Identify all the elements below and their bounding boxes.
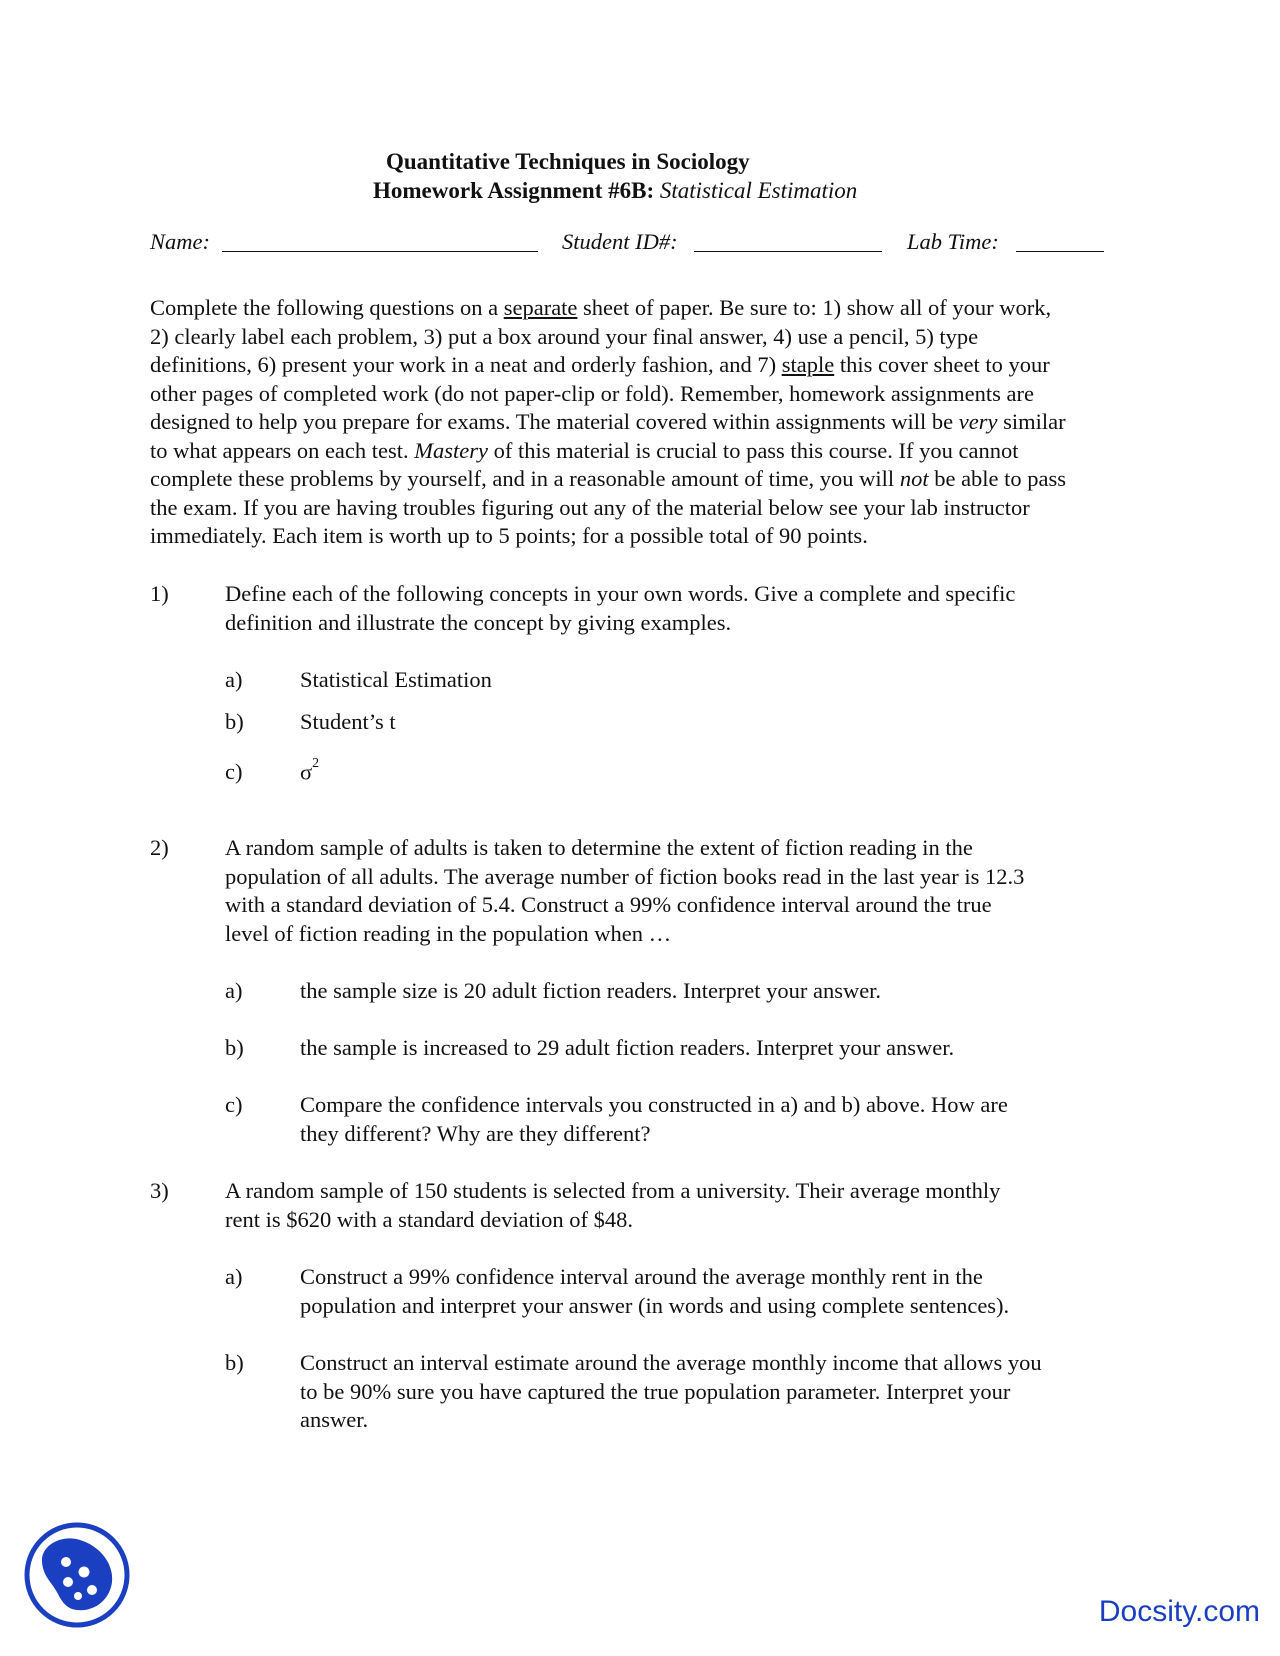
italic-word: very: [958, 409, 998, 434]
item-line: they different? Why are they different?: [300, 1120, 651, 1146]
text-run: sheet of paper. Be sure to: 1) show all of your work,: [577, 295, 1052, 320]
item-text: [300, 708, 1150, 737]
instructions-line: [150, 351, 1176, 380]
item-line: Compare the confidence intervals you constructed in a) and b) above. How are: [300, 1092, 1008, 1117]
question-line: population of all adults. The average number of fiction books read in the last year is 12.3: [225, 863, 1025, 889]
exponent: 2: [312, 756, 320, 771]
brand-link[interactable]: Docsity.com: [1098, 1595, 1260, 1628]
lab-time-field[interactable]: [1016, 251, 1104, 252]
question-line: definition and illustrate the concept by giving examples.: [225, 609, 732, 635]
item-letter: b): [225, 1350, 244, 1375]
instructions-line: immediately. Each item is worth up to 5 points; for a possible total of 90 points.: [150, 523, 868, 548]
text-run: this cover sheet to your: [834, 352, 1050, 377]
item-line: Construct an interval estimate around the average monthly income that allows you: [300, 1350, 1042, 1375]
item-line: the sample is increased to 29 adult fiction readers. Interpret your answer.: [300, 1035, 955, 1060]
text-run: Complete the following questions on a: [150, 295, 504, 320]
assignment-topic: Statistical Estimation: [659, 178, 858, 203]
instructions-line: [150, 294, 1176, 323]
student-id-label: Student ID#:: [562, 229, 678, 254]
text-run: to what appears on each test.: [150, 437, 415, 463]
question-line: A random sample of adults is taken to determine the extent of fiction reading in the: [225, 835, 973, 860]
item-line: Construct a 99% confidence interval around the average monthly rent in the: [300, 1264, 983, 1289]
text-run: of this material is crucial to pass this course. If you cannot: [488, 437, 1019, 463]
question-line: A random sample of 150 students is selected from a university. Their average monthly: [225, 1178, 1001, 1203]
sigma-squared-symbol: [300, 754, 1150, 787]
item-line: answer.: [300, 1407, 369, 1432]
question-line: level of fiction reading in the population when …: [225, 920, 672, 946]
text-run: be able to pass: [928, 466, 1067, 491]
item-letter: b): [225, 709, 244, 734]
instructions-paragraph: [150, 294, 1176, 551]
text-run: designed to help you prepare for exams. The material covered within assignments will be: [150, 409, 959, 434]
italic-word: not: [899, 466, 929, 491]
item-letter: a): [225, 978, 243, 1003]
docsity-logo-icon: [22, 1520, 132, 1630]
item-line: Student’s t: [300, 709, 396, 734]
item-letter: a): [225, 1264, 243, 1289]
item-text: [300, 977, 1150, 1006]
question-number: 2): [150, 835, 169, 860]
question-text: [225, 580, 1125, 637]
question-number: 3): [150, 1178, 169, 1203]
text-run: complete these problems by yourself, and in a reasonable amount of time, you will: [150, 466, 900, 491]
item-letter: c): [225, 1092, 243, 1117]
instructions-line: the exam. If you are having troubles figuring out any of the material below see your lab instructor: [150, 494, 1030, 520]
question-line: Define each of the following concepts in your own words. Give a complete and specific: [225, 581, 1016, 606]
underlined-word: separate: [503, 295, 578, 320]
item-letter: b): [225, 1035, 244, 1060]
assignment-label: Homework Assignment #6B:: [373, 178, 655, 203]
item-text: [300, 1091, 1150, 1148]
item-line: Statistical Estimation: [300, 667, 492, 692]
sigma-symbol: σ: [300, 759, 313, 785]
name-label: Name:: [150, 229, 210, 254]
underlined-word: staple: [781, 352, 835, 377]
item-text: [300, 666, 1150, 695]
italic-word: Mastery: [414, 437, 489, 463]
item-text: [300, 1349, 1150, 1435]
question-number: 1): [150, 581, 169, 606]
name-field[interactable]: [222, 251, 538, 252]
instructions-line: [150, 437, 1176, 466]
question-line: with a standard deviation of 5.4. Construct a 99% confidence interval around the true: [225, 892, 992, 917]
item-line: to be 90% sure you have captured the true population parameter. Interpret your: [300, 1378, 1011, 1404]
instructions-line: 2) clearly label each problem, 3) put a box around your final answer, 4) use a pencil, 5) type: [150, 323, 979, 349]
item-text: [300, 1034, 1150, 1063]
instructions-line: other pages of completed work (do not paper-clip or fold). Remember, homework assignments are: [150, 380, 1035, 406]
text-run: similar: [997, 409, 1066, 434]
item-line: the sample size is 20 adult fiction readers. Interpret your answer.: [300, 978, 882, 1003]
assignment-title: [373, 177, 857, 206]
question-text: [225, 834, 1125, 948]
course-title: Quantitative Techniques in Sociology: [386, 149, 750, 174]
lab-time-label: Lab Time:: [907, 229, 999, 254]
item-letter: c): [225, 759, 243, 784]
instructions-line: [150, 465, 1176, 494]
instructions-line: [150, 408, 1176, 437]
student-id-field[interactable]: [694, 251, 882, 252]
question-text: [225, 1177, 1125, 1234]
item-text: [300, 1263, 1150, 1320]
question-line: rent is $620 with a standard deviation of $48.: [225, 1206, 634, 1232]
item-line: population and interpret your answer (in words and using complete sentences).: [300, 1292, 1010, 1318]
item-letter: a): [225, 667, 243, 692]
text-run: definitions, 6) present your work in a neat and orderly fashion, and 7): [150, 352, 782, 377]
